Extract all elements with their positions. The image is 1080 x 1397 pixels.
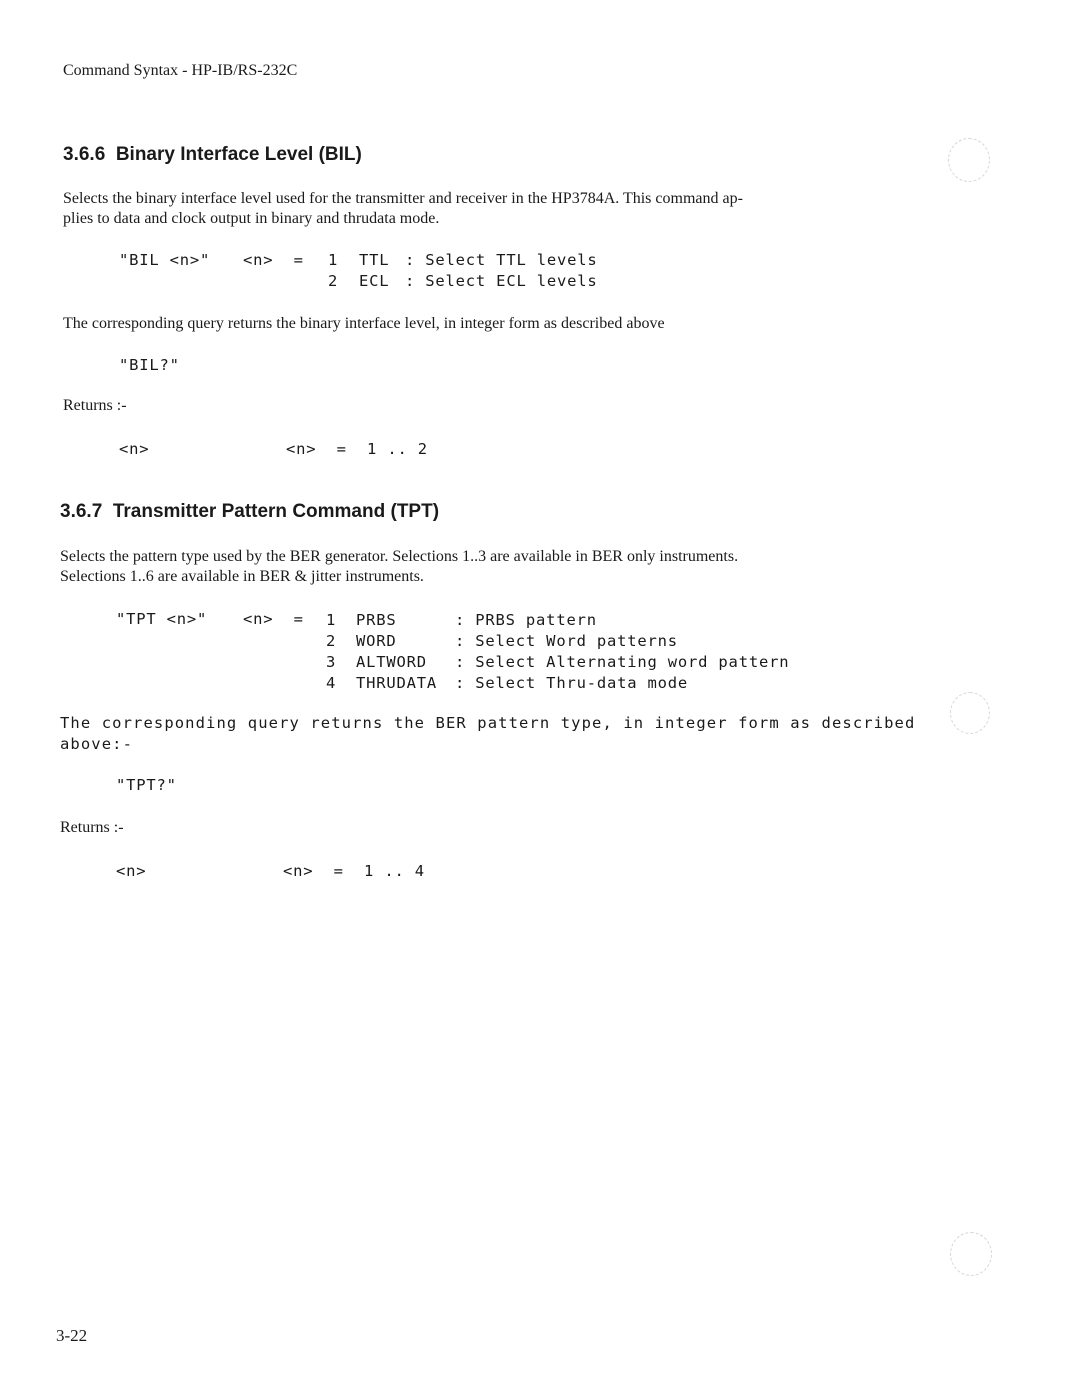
option-desc: : Select TTL levels xyxy=(405,251,598,269)
binder-hole-decoration xyxy=(948,138,990,182)
option-desc: : PRBS pattern xyxy=(455,611,597,629)
bil-query-text: The corresponding query returns the binary interface level, in integer form as described above xyxy=(63,315,665,332)
binder-hole-decoration xyxy=(950,1232,992,1276)
option-name: ECL xyxy=(359,272,390,290)
tpt-intro-line1: Selects the pattern type used by the BER generator. Selections 1..3 are available in BER only instruments. xyxy=(60,548,739,565)
option-name: ALTWORD xyxy=(356,653,427,671)
option-num: 1 xyxy=(328,251,339,269)
binder-hole-decoration xyxy=(950,692,990,734)
option-name: PRBS xyxy=(356,611,397,629)
page-header: Command Syntax - HP-IB/RS-232C xyxy=(63,62,298,79)
tpt-intro-line2: Selections 1..6 are available in BER & jitter instruments. xyxy=(60,568,424,585)
tpt-returns-range: <n> = 1 .. 4 xyxy=(283,862,425,880)
option-desc: : Select Word patterns xyxy=(455,632,678,650)
option-desc: : Select Thru-data mode xyxy=(455,674,689,692)
tpt-param: <n> = xyxy=(243,610,304,628)
option-num: 2 xyxy=(326,632,337,650)
bil-command-syntax: "BIL <n>" xyxy=(119,251,211,269)
option-desc: : Select ECL levels xyxy=(405,272,598,290)
tpt-returns-var: <n> xyxy=(116,862,147,880)
option-num: 1 xyxy=(326,611,337,629)
bil-returns-range: <n> = 1 .. 2 xyxy=(286,440,428,458)
option-num: 3 xyxy=(326,653,337,671)
option-name: TTL xyxy=(359,251,390,269)
page-number: 3-22 xyxy=(56,1326,88,1345)
option-num: 4 xyxy=(326,674,337,692)
option-name: THRUDATA xyxy=(356,674,438,692)
option-desc: : Select Alternating word pattern xyxy=(455,653,790,671)
bil-returns-label: Returns :- xyxy=(63,397,127,414)
bil-query-syntax: "BIL?" xyxy=(119,356,180,374)
section-heading-tpt: 3.6.7 Transmitter Pattern Command (TPT) xyxy=(60,501,440,522)
option-num: 2 xyxy=(328,272,339,290)
tpt-query-syntax: "TPT?" xyxy=(116,776,177,794)
bil-intro-line1: Selects the binary interface level used for the transmitter and receiver in the HP3784A. This command ap- xyxy=(63,190,743,207)
tpt-command-syntax: "TPT <n>" xyxy=(116,610,208,628)
bil-intro-line2: plies to data and clock output in binary and thrudata mode. xyxy=(63,210,440,227)
bil-param: <n> = xyxy=(243,251,304,269)
section-heading-bil: 3.6.6 Binary Interface Level (BIL) xyxy=(63,144,362,165)
tpt-query-text-line1: The corresponding query returns the BER pattern type, in integer form as described xyxy=(60,714,916,732)
option-name: WORD xyxy=(356,632,397,650)
tpt-returns-label: Returns :- xyxy=(60,819,124,836)
tpt-query-text-line2: above:- xyxy=(60,735,134,753)
bil-returns-var: <n> xyxy=(119,440,150,458)
